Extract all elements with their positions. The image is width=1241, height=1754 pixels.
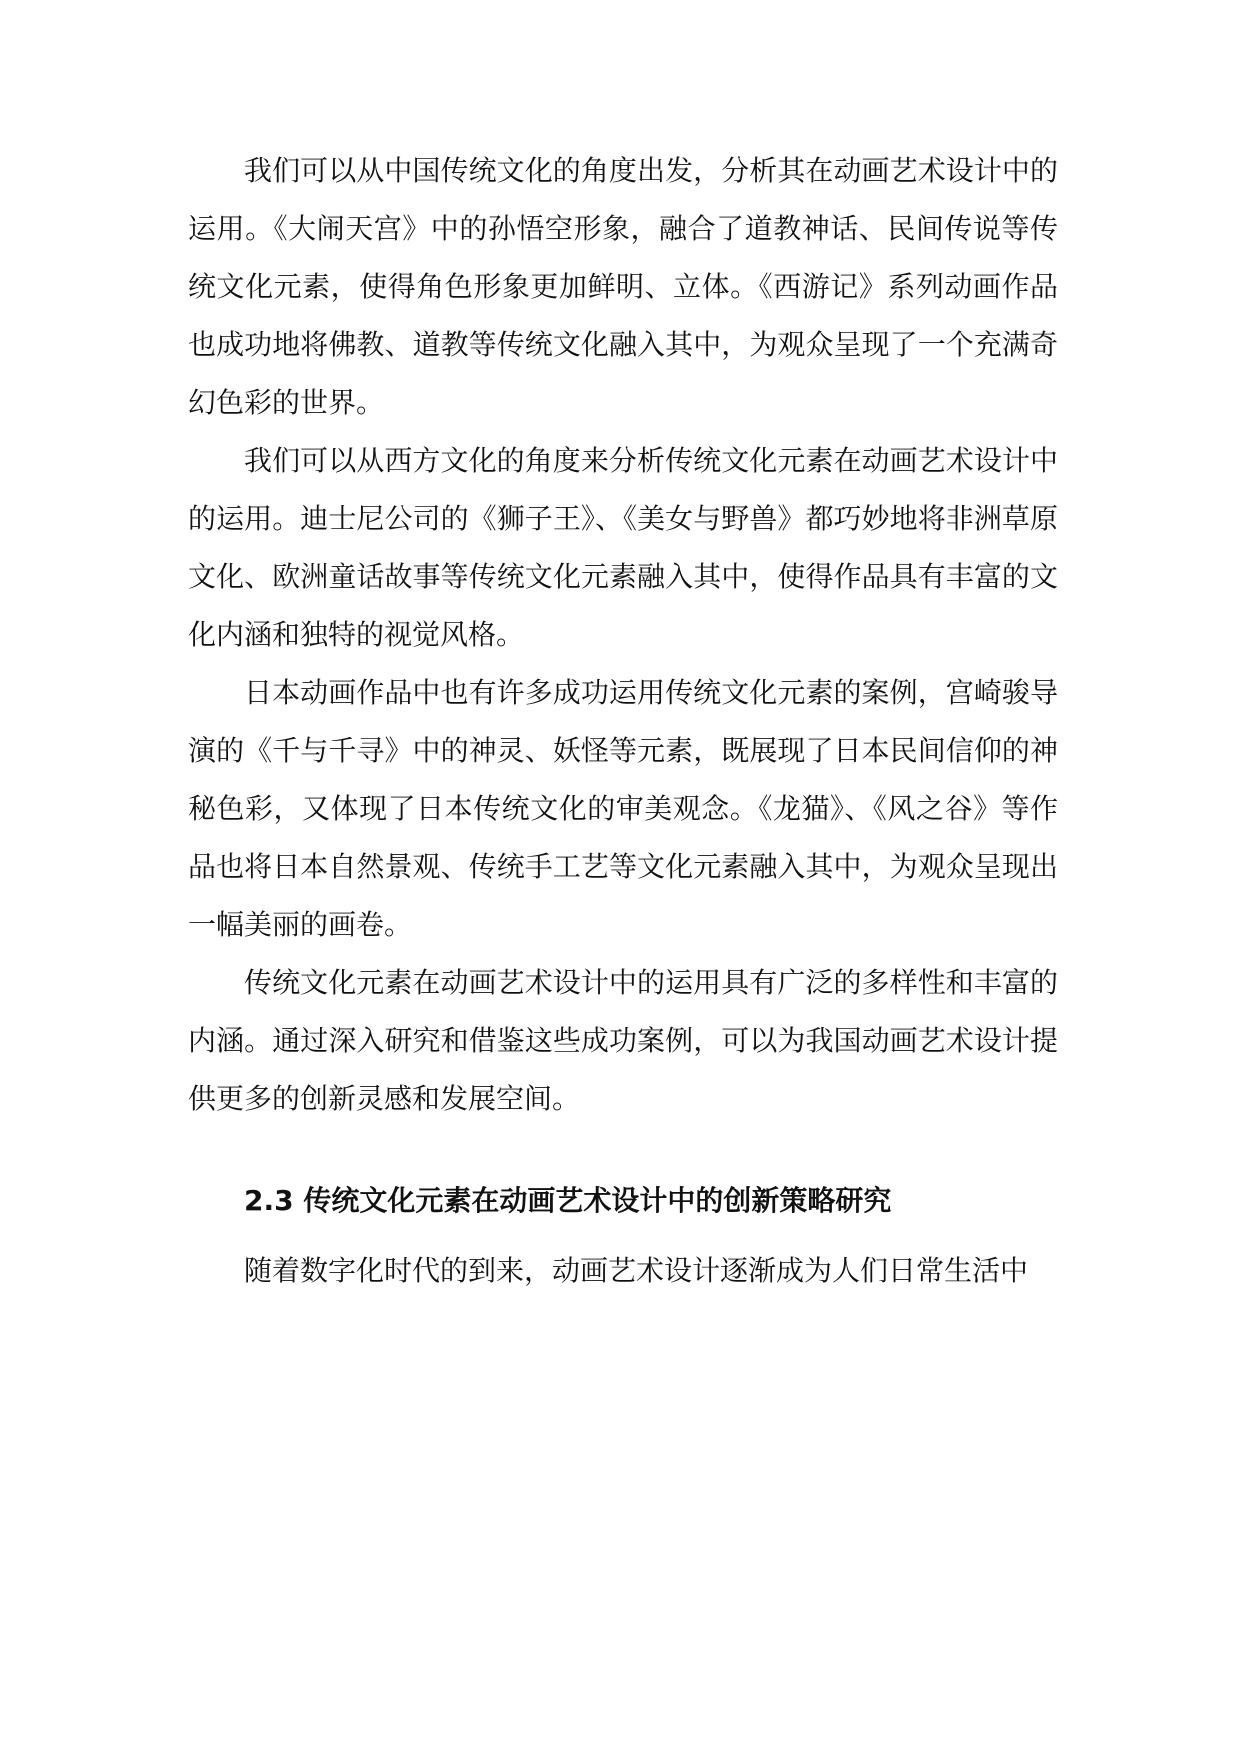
paragraph-western-culture: 我们可以从西方文化的角度来分析传统文化元素在动画艺术设计中的运用。迪士尼公司的《狮子王》、《美女与野兽》都巧妙地将非洲草原文化、欧洲童话故事等传统文化元素融入其中，使得作品具有丰富的文化内涵和独特的视觉风格。 [188,444,1058,651]
section-number: 2.3 [244,1184,294,1217]
section-title: 传统文化元素在动画艺术设计中的创新策略研究 [303,1184,892,1217]
paragraph-japanese-animation: 日本动画作品中也有许多成功运用传统文化元素的案例，宫崎骏导演的《千与千寻》中的神灵、妖怪等元素，既展现了日本民间信仰的神秘色彩，又体现了日本传统文化的审美观念。《龙猫》、《风之谷》等作品也将日本自然景观、传统手工艺等文化元素融入其中，为观众呈现出一幅美丽的画卷。 [188,676,1058,941]
page-body [188,142,1058,1300]
paragraph-summary: 传统文化元素在动画艺术设计中的运用具有广泛的多样性和丰富的内涵。通过深入研究和借鉴这些成功案例，可以为我国动画艺术设计提供更多的创新灵感和发展空间。 [188,966,1058,1115]
paragraph-chinese-culture: 我们可以从中国传统文化的角度出发，分析其在动画艺术设计中的运用。《大闹天宫》中的孙悟空形象，融合了道教神话、民间传说等传统文化元素，使得角色形象更加鲜明、立体。《西游记》系列动画作品也成功地将佛教、道教等传统文化融入其中，为观众呈现了一个充满奇幻色彩的世界。 [188,154,1058,419]
paragraph-digital-era: 随着数字化时代的到来，动画艺术设计逐渐成为人们日常生活中 [244,1254,1029,1287]
section-heading [188,1172,1058,1230]
